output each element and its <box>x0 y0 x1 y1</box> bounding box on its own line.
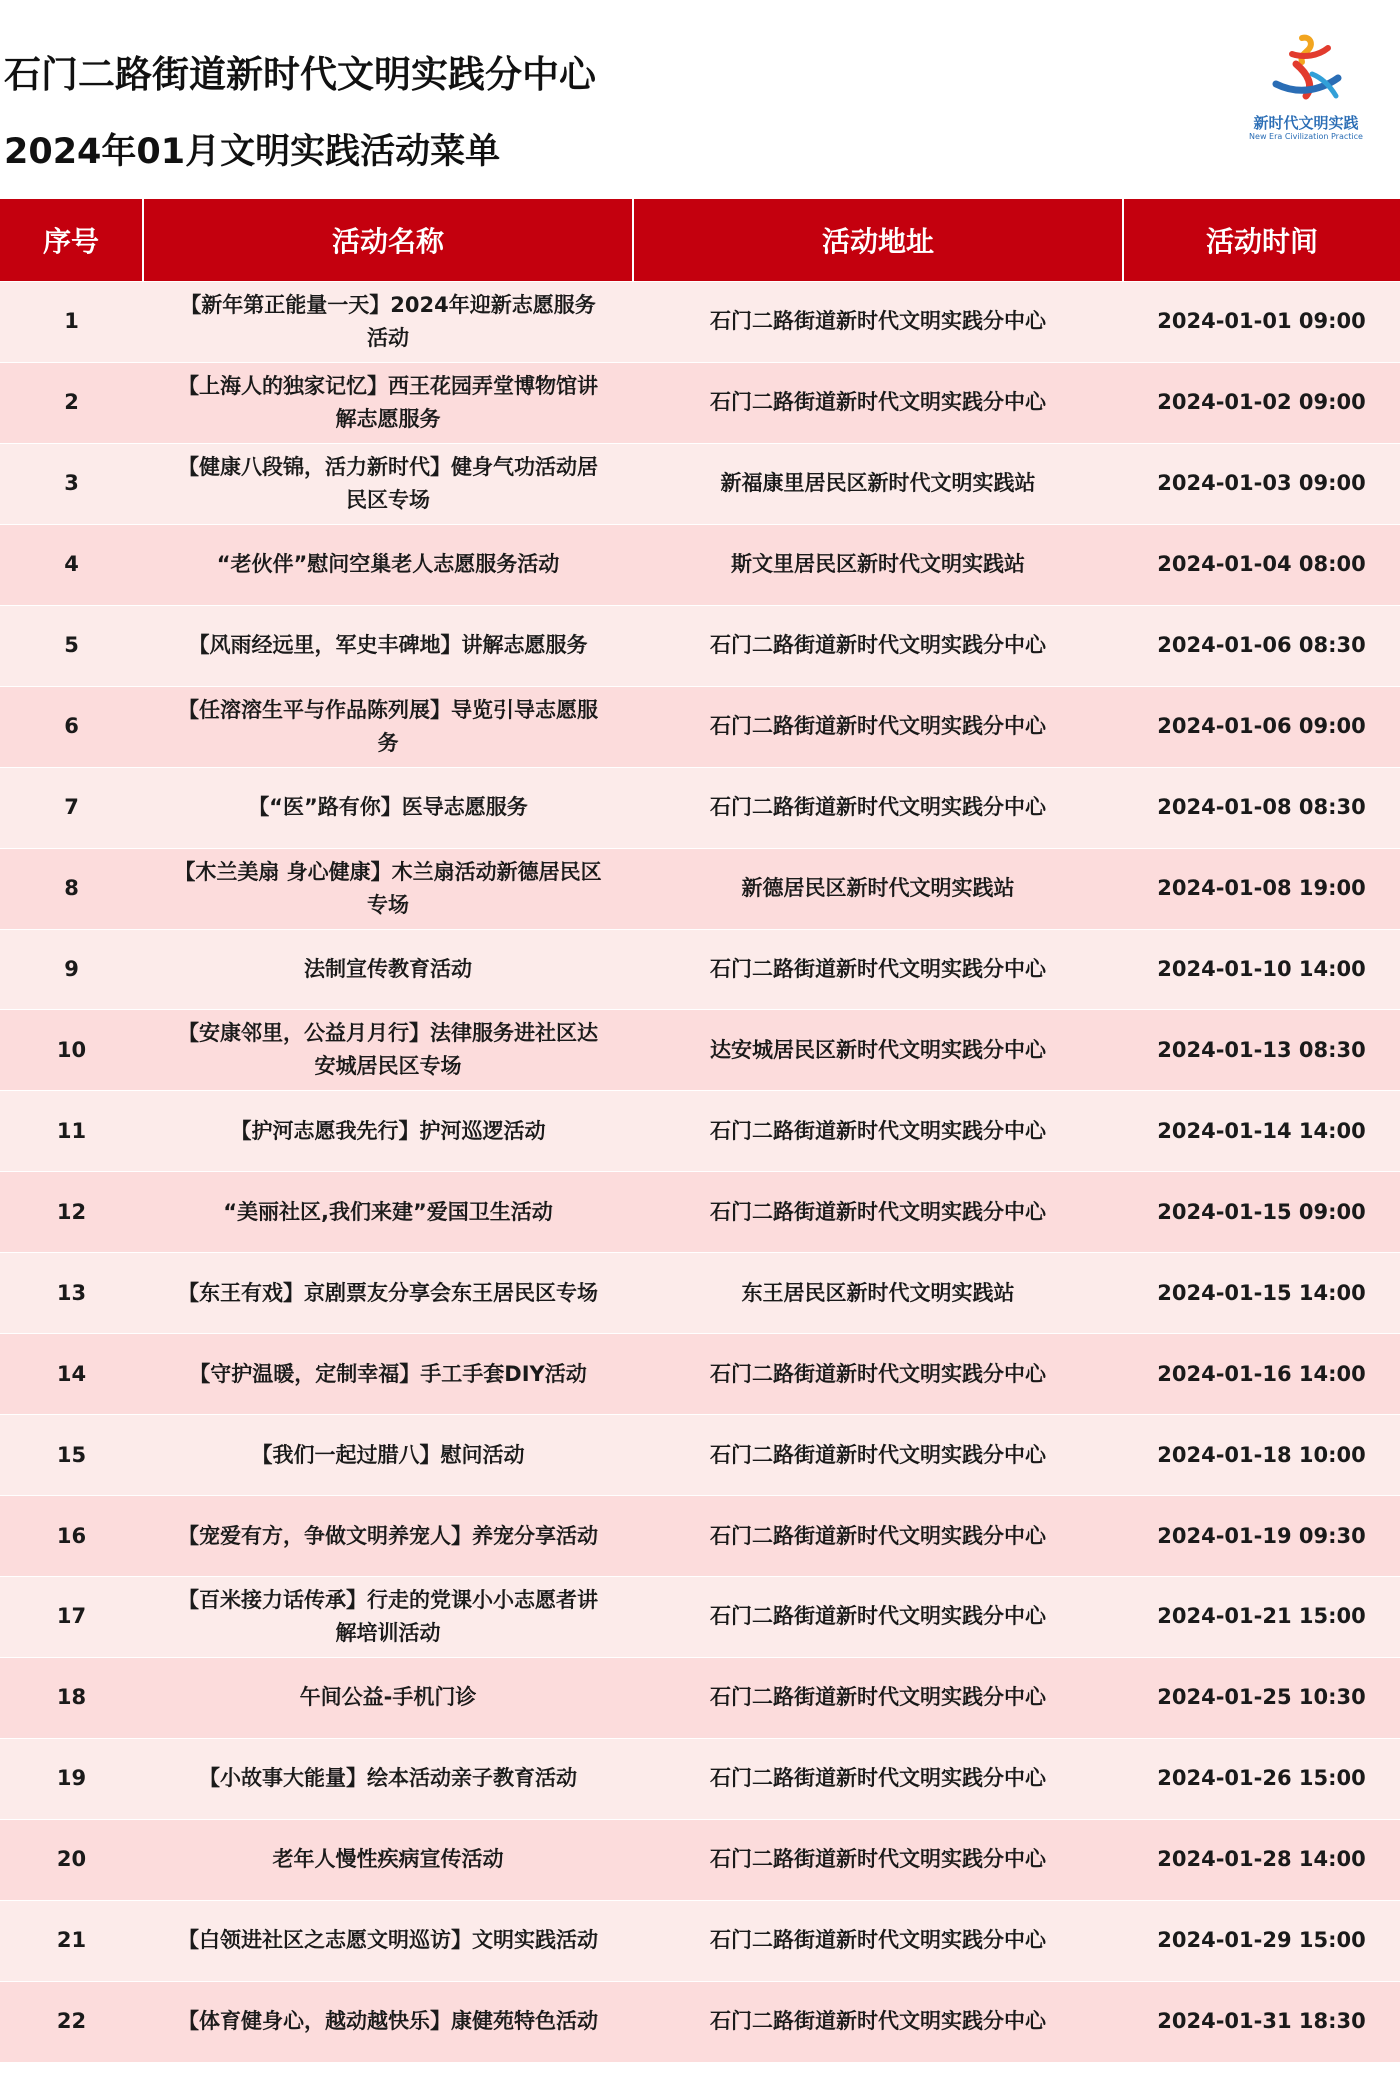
cell-no: 3 <box>0 443 143 524</box>
table-row <box>0 1496 1400 1577</box>
cell-activity-time: 2024-01-21 15:00 <box>1123 1577 1400 1658</box>
cell-activity-address: 石门二路街道新时代文明实践分中心 <box>633 282 1123 363</box>
cell-no: 6 <box>0 686 143 767</box>
table-row <box>0 686 1400 767</box>
table-body <box>0 282 1400 2063</box>
table-row <box>0 848 1400 929</box>
cell-no: 14 <box>0 1334 143 1415</box>
table-row <box>0 1253 1400 1334</box>
cell-no: 16 <box>0 1496 143 1577</box>
cell-activity-time: 2024-01-15 14:00 <box>1123 1253 1400 1334</box>
table-row <box>0 1738 1400 1819</box>
cell-no: 17 <box>0 1577 143 1658</box>
table-row <box>0 767 1400 848</box>
table-row <box>0 605 1400 686</box>
cell-activity-name: 【我们一起过腊八】慰问活动 <box>143 1415 633 1496</box>
table-row <box>0 1334 1400 1415</box>
cell-activity-name: 【小故事大能量】绘本活动亲子教育活动 <box>143 1738 633 1819</box>
cell-activity-name: 【健康八段锦，活力新时代】健身气功活动居民区专场 <box>143 443 633 524</box>
cell-activity-time: 2024-01-08 19:00 <box>1123 848 1400 929</box>
table-row <box>0 929 1400 1010</box>
table-row <box>0 443 1400 524</box>
table-row <box>0 1091 1400 1172</box>
cell-activity-time: 2024-01-28 14:00 <box>1123 1819 1400 1900</box>
page-title: 石门二路街道新时代文明实践分中心 <box>4 53 596 96</box>
cell-activity-time: 2024-01-06 08:30 <box>1123 605 1400 686</box>
table-row <box>0 1900 1400 1981</box>
column-header-time: 活动时间 <box>1123 199 1400 282</box>
cell-activity-name: 午间公益-手机门诊 <box>143 1657 633 1738</box>
cell-no: 7 <box>0 767 143 848</box>
cell-activity-time: 2024-01-26 15:00 <box>1123 1738 1400 1819</box>
page-subtitle: 2024年01月文明实践活动菜单 <box>4 132 501 172</box>
cell-activity-name: 【百米接力话传承】行走的党课小小志愿者讲解培训活动 <box>143 1577 633 1658</box>
cell-activity-address: 石门二路街道新时代文明实践分中心 <box>633 1334 1123 1415</box>
cell-no: 10 <box>0 1010 143 1091</box>
cell-no: 2 <box>0 362 143 443</box>
cell-activity-address: 石门二路街道新时代文明实践分中心 <box>633 1496 1123 1577</box>
cell-activity-name: 【新年第正能量一天】2024年迎新志愿服务活动 <box>143 282 633 363</box>
cell-activity-name: 【安康邻里，公益月月行】法律服务进社区达安城居民区专场 <box>143 1010 633 1091</box>
cell-activity-name: 【护河志愿我先行】护河巡逻活动 <box>143 1091 633 1172</box>
table-row <box>0 1819 1400 1900</box>
table-row <box>0 1657 1400 1738</box>
cell-activity-address: 石门二路街道新时代文明实践分中心 <box>633 605 1123 686</box>
cell-activity-address: 新福康里居民区新时代文明实践站 <box>633 443 1123 524</box>
cell-no: 21 <box>0 1900 143 1981</box>
cell-activity-address: 新德居民区新时代文明实践站 <box>633 848 1123 929</box>
cell-activity-address: 石门二路街道新时代文明实践分中心 <box>633 686 1123 767</box>
cell-no: 15 <box>0 1415 143 1496</box>
cell-activity-time: 2024-01-10 14:00 <box>1123 929 1400 1010</box>
cell-activity-time: 2024-01-02 09:00 <box>1123 362 1400 443</box>
cell-no: 5 <box>0 605 143 686</box>
cell-activity-time: 2024-01-31 18:30 <box>1123 1981 1400 2062</box>
cell-no: 13 <box>0 1253 143 1334</box>
cell-activity-address: 石门二路街道新时代文明实践分中心 <box>633 1900 1123 1981</box>
table-row <box>0 362 1400 443</box>
cell-no: 20 <box>0 1819 143 1900</box>
cell-no: 19 <box>0 1738 143 1819</box>
table-row <box>0 282 1400 363</box>
cell-activity-name: 【白领进社区之志愿文明巡访】文明实践活动 <box>143 1900 633 1981</box>
cell-activity-time: 2024-01-25 10:30 <box>1123 1657 1400 1738</box>
cell-activity-time: 2024-01-01 09:00 <box>1123 282 1400 363</box>
column-header-name: 活动名称 <box>143 199 633 282</box>
cell-activity-time: 2024-01-14 14:00 <box>1123 1091 1400 1172</box>
cell-activity-time: 2024-01-06 09:00 <box>1123 686 1400 767</box>
table-row <box>0 1577 1400 1658</box>
cell-activity-name: 老年人慢性疾病宣传活动 <box>143 1819 633 1900</box>
cell-activity-time: 2024-01-19 09:30 <box>1123 1496 1400 1577</box>
cell-activity-time: 2024-01-29 15:00 <box>1123 1900 1400 1981</box>
cell-no: 12 <box>0 1172 143 1253</box>
cell-activity-time: 2024-01-15 09:00 <box>1123 1172 1400 1253</box>
table-row <box>0 1415 1400 1496</box>
cell-activity-address: 石门二路街道新时代文明实践分中心 <box>633 1091 1123 1172</box>
cell-activity-address: 石门二路街道新时代文明实践分中心 <box>633 1981 1123 2062</box>
activity-table <box>0 199 1400 2062</box>
cell-activity-name: “老伙伴”慰问空巢老人志愿服务活动 <box>143 524 633 605</box>
cell-activity-address: 石门二路街道新时代文明实践分中心 <box>633 1577 1123 1658</box>
logo-name-en: New Era Civilization Practice <box>1249 132 1363 141</box>
cell-activity-name: 【“医”路有你】医导志愿服务 <box>143 767 633 848</box>
cell-activity-address: 石门二路街道新时代文明实践分中心 <box>633 767 1123 848</box>
cell-activity-time: 2024-01-18 10:00 <box>1123 1415 1400 1496</box>
cell-activity-address: 石门二路街道新时代文明实践分中心 <box>633 362 1123 443</box>
cell-activity-address: 石门二路街道新时代文明实践分中心 <box>633 1415 1123 1496</box>
cell-activity-name: 【守护温暖，定制幸福】手工手套DIY活动 <box>143 1334 633 1415</box>
cell-no: 8 <box>0 848 143 929</box>
cell-no: 18 <box>0 1657 143 1738</box>
cell-activity-time: 2024-01-16 14:00 <box>1123 1334 1400 1415</box>
cell-activity-address: 达安城居民区新时代文明实践分中心 <box>633 1010 1123 1091</box>
cell-no: 9 <box>0 929 143 1010</box>
table-header-row <box>0 199 1400 282</box>
cell-activity-address: 石门二路街道新时代文明实践分中心 <box>633 929 1123 1010</box>
cell-activity-name: 【任溶溶生平与作品陈列展】导览引导志愿服务 <box>143 686 633 767</box>
cell-activity-address: 石门二路街道新时代文明实践分中心 <box>633 1657 1123 1738</box>
logo <box>1236 34 1376 144</box>
table-row <box>0 1010 1400 1091</box>
cell-no: 4 <box>0 524 143 605</box>
table-row <box>0 1172 1400 1253</box>
table-row <box>0 524 1400 605</box>
column-header-address: 活动地址 <box>633 199 1123 282</box>
cell-activity-name: 【上海人的独家记忆】西王花园弄堂博物馆讲解志愿服务 <box>143 362 633 443</box>
logo-mark-icon <box>1272 34 1342 108</box>
cell-no: 22 <box>0 1981 143 2062</box>
cell-activity-address: 石门二路街道新时代文明实践分中心 <box>633 1738 1123 1819</box>
cell-no: 1 <box>0 282 143 363</box>
logo-name-cn: 新时代文明实践 <box>1253 114 1359 132</box>
cell-activity-time: 2024-01-04 08:00 <box>1123 524 1400 605</box>
page-header <box>0 0 1400 200</box>
cell-activity-address: 东王居民区新时代文明实践站 <box>633 1253 1123 1334</box>
cell-activity-time: 2024-01-13 08:30 <box>1123 1010 1400 1091</box>
cell-activity-time: 2024-01-03 09:00 <box>1123 443 1400 524</box>
cell-activity-address: 石门二路街道新时代文明实践分中心 <box>633 1172 1123 1253</box>
cell-activity-time: 2024-01-08 08:30 <box>1123 767 1400 848</box>
cell-activity-address: 斯文里居民区新时代文明实践站 <box>633 524 1123 605</box>
cell-activity-address: 石门二路街道新时代文明实践分中心 <box>633 1819 1123 1900</box>
cell-activity-name: 法制宣传教育活动 <box>143 929 633 1010</box>
table-row <box>0 1981 1400 2062</box>
cell-no: 11 <box>0 1091 143 1172</box>
cell-activity-name: “美丽社区,我们来建”爱国卫生活动 <box>143 1172 633 1253</box>
cell-activity-name: 【木兰美扇 身心健康】木兰扇活动新德居民区专场 <box>143 848 633 929</box>
cell-activity-name: 【东王有戏】京剧票友分享会东王居民区专场 <box>143 1253 633 1334</box>
column-header-no: 序号 <box>0 199 143 282</box>
cell-activity-name: 【风雨经远里，军史丰碑地】讲解志愿服务 <box>143 605 633 686</box>
cell-activity-name: 【宠爱有方，争做文明养宠人】养宠分享活动 <box>143 1496 633 1577</box>
cell-activity-name: 【体育健身心，越动越快乐】康健苑特色活动 <box>143 1981 633 2062</box>
